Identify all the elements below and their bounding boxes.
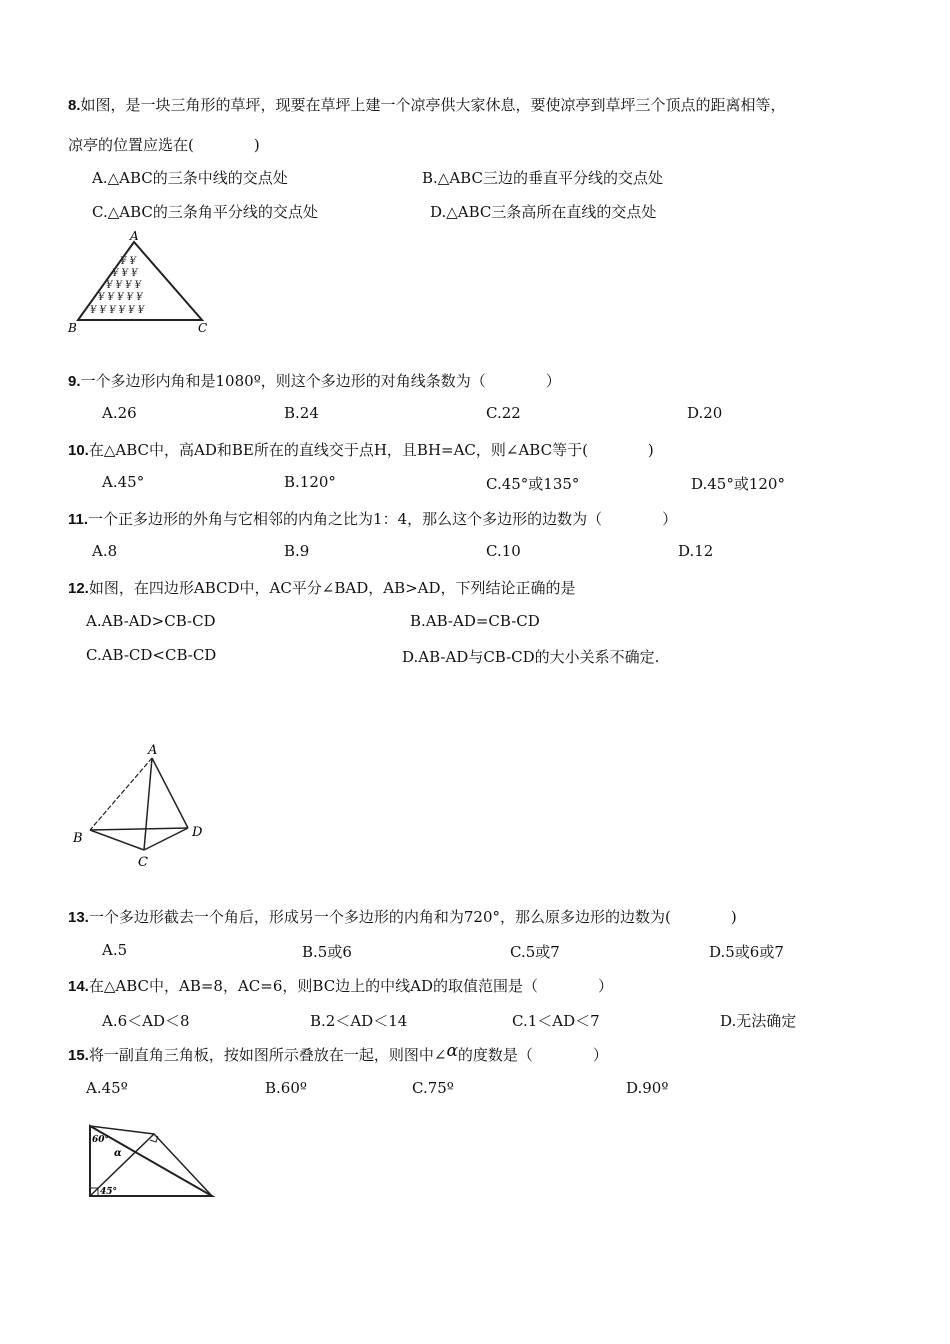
q10-option-b[interactable]: B.120° (284, 473, 336, 491)
svg-text:¥ ¥: ¥ ¥ (120, 256, 136, 267)
q15-stem-part2: 的度数是（ ） (457, 1046, 608, 1064)
q11-option-c[interactable]: C.10 (486, 542, 521, 560)
q8-number: 8. (68, 97, 81, 114)
q11-option-a[interactable]: A.8 (92, 542, 118, 560)
q12-label-b: B (73, 831, 83, 846)
q8-label-b: B (68, 321, 77, 335)
q8-option-c[interactable]: C.△ABC的三条角平分线的交点处 (92, 203, 318, 221)
q13-stem-line (68, 906, 737, 927)
q15-option-d[interactable]: D.90º (626, 1079, 669, 1097)
q15-alpha-symbol: α (446, 1041, 458, 1061)
q13-option-b[interactable]: B.5或6 (302, 943, 352, 961)
q11-stem: 一个正多边形的外角与它相邻的内角之比为1：4，那么这个多边形的边数为（ ） (88, 510, 678, 528)
q13-option-d[interactable]: D.5或6或7 (709, 943, 784, 961)
q10-number: 10. (68, 442, 89, 459)
q8-stem-line1 (68, 94, 786, 115)
q14-number: 14. (68, 978, 89, 995)
q15-stem-part1: 将一副直角三角板，按如图所示叠放在一起，则图中∠ (88, 1046, 447, 1064)
q10-stem-line (68, 439, 654, 460)
q9-stem-line (68, 370, 561, 391)
q12-label-c: C (138, 855, 148, 870)
q10-option-a[interactable]: A.45° (102, 473, 145, 491)
q12-stem: 如图，在四边形ABCD中，AC平分∠BAD，AB>AD，下列结论正确的是 (88, 579, 576, 597)
q11-option-b[interactable]: B.9 (284, 542, 310, 560)
q13-stem: 一个多边形截去一个角后，形成另一个多边形的内角和为720°，那么原多边形的边数为( ) (88, 908, 737, 926)
q15-set-squares-figure (84, 1118, 224, 1208)
q15-stem-line (68, 1041, 608, 1065)
q14-stem-line (68, 975, 613, 996)
q12-option-c[interactable]: C.AB-CD<CB-CD (86, 646, 217, 664)
q10-stem: 在△ABC中，高AD和BE所在的直线交于点H，且BH=AC，则∠ABC等于( ) (88, 441, 654, 459)
q13-option-c[interactable]: C.5或7 (510, 943, 560, 961)
q9-option-c[interactable]: C.22 (486, 404, 521, 422)
q9-option-b[interactable]: B.24 (284, 404, 319, 422)
q8-option-b[interactable]: B.△ABC三边的垂直平分线的交点处 (422, 169, 663, 187)
q15-label-alpha: α (114, 1148, 122, 1159)
q10-option-d[interactable]: D.45°或120° (691, 475, 785, 493)
q14-option-a[interactable]: A.6＜AD＜8 (102, 1012, 190, 1030)
q8-triangle-figure (64, 228, 214, 338)
q12-option-d[interactable]: D.AB-AD与CB-CD的大小关系不确定. (402, 648, 660, 666)
q13-number: 13. (68, 909, 89, 926)
q8-stem-line2: 凉亭的位置应选在( ) (68, 136, 260, 154)
q11-stem-line (68, 508, 677, 529)
q8-label-a: A (130, 229, 139, 243)
q8-option-d[interactable]: D.△ABC三条高所在直线的交点处 (430, 203, 657, 221)
q8-option-a[interactable]: A.△ABC的三条中线的交点处 (92, 169, 288, 187)
q14-stem: 在△ABC中，AB=8，AC=6，则BC边上的中线AD的取值范围是（ ） (88, 977, 614, 995)
q15-option-a[interactable]: A.45º (86, 1079, 128, 1097)
svg-text:¥ ¥ ¥ ¥: ¥ ¥ ¥ ¥ (106, 280, 141, 291)
q9-option-d[interactable]: D.20 (687, 404, 723, 422)
svg-text:¥ ¥ ¥ ¥ ¥ ¥: ¥ ¥ ¥ ¥ ¥ ¥ (90, 305, 145, 316)
q12-stem-line (68, 577, 576, 598)
q12-quadrilateral-figure (68, 740, 218, 870)
q11-option-d[interactable]: D.12 (678, 542, 714, 560)
q9-stem: 一个多边形内角和是1080º，则这个多边形的对角线条数为（ ） (80, 372, 561, 390)
svg-text:¥ ¥ ¥ ¥ ¥: ¥ ¥ ¥ ¥ ¥ (98, 292, 143, 303)
q15-number: 15. (68, 1047, 89, 1064)
q12-label-d: D (192, 825, 203, 840)
svg-text:¥ ¥ ¥: ¥ ¥ ¥ (112, 268, 138, 279)
q13-option-a[interactable]: A.5 (102, 941, 128, 959)
q12-option-b[interactable]: B.AB-AD=CB-CD (410, 612, 540, 630)
q14-option-b[interactable]: B.2＜AD＜14 (310, 1012, 408, 1030)
q14-option-d[interactable]: D.无法确定 (720, 1012, 797, 1030)
q9-number: 9. (68, 373, 81, 390)
q8-label-c: C (198, 321, 208, 335)
q12-number: 12. (68, 580, 89, 597)
q14-option-c[interactable]: C.1＜AD＜7 (512, 1012, 600, 1030)
q15-option-c[interactable]: C.75º (412, 1079, 454, 1097)
q15-label-45: 45° (100, 1187, 118, 1197)
q15-option-b[interactable]: B.60º (265, 1079, 307, 1097)
q15-label-60: 60° (92, 1135, 110, 1145)
q8-stem: 如图，是一块三角形的草坪，现要在草坪上建一个凉亭供大家休息，要使凉亭到草坪三个顶点的距离相等， (80, 96, 786, 114)
q12-option-a[interactable]: A.AB-AD>CB-CD (86, 612, 216, 630)
q12-label-a: A (148, 743, 158, 758)
q11-number: 11. (68, 511, 89, 528)
q9-option-a[interactable]: A.26 (102, 404, 137, 422)
q10-option-c[interactable]: C.45°或135° (486, 475, 580, 493)
